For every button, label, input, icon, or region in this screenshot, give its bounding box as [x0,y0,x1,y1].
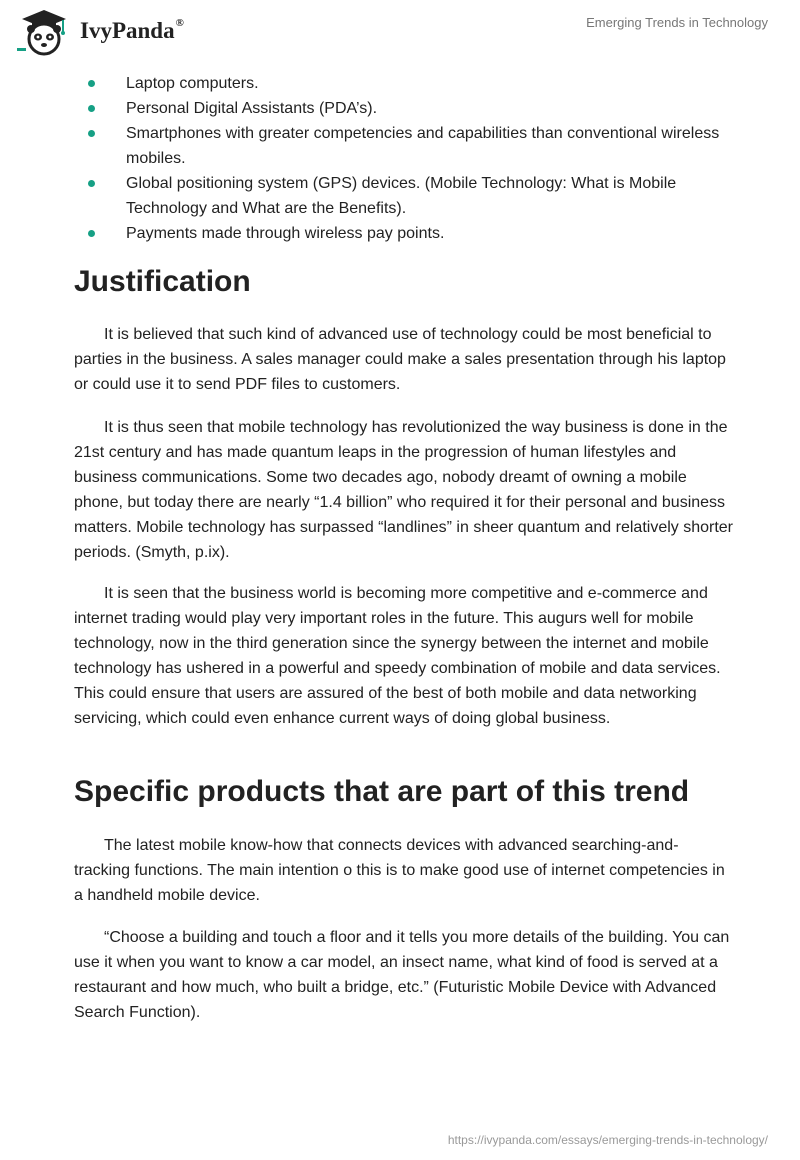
paragraph: It is thus seen that mobile technology has revolutionized the way business is done in the 21st century and has made quantum leaps in the progression of human lifestyles and business communications. Some two decades ago, nobody dreamt of owning a mobile phone, but today there are nearly “1.4 billion” who required it for their personal and business matters. Mobile technology has surpassed “landlines” in sheer quantum and relatively shorter periods. (Smyth, p.ix). [74,419,734,561]
bullet-dot-icon [88,130,95,137]
bullet-dot-icon [88,230,95,237]
section-heading-justification: Justification [74,265,251,298]
list-item: Global positioning system (GPS) devices. (Mobile Technology: What is Mobile Technology and What are the Benefits). [74,171,734,221]
list-item: Payments made through wireless pay points. [74,221,734,246]
paragraph: It is believed that such kind of advanced use of technology could be most beneficial to parties in the business. A sales manager could make a sales presentation through his laptop or could use it to send PDF files to customers. [74,326,726,393]
bullet-list [74,71,734,246]
bullet-dot-icon [88,105,95,112]
registered-mark: ® [175,17,184,30]
list-item: Personal Digital Assistants (PDA’s). [74,96,734,121]
paragraph: “Choose a building and touch a floor and it tells you more details of the building. You can use it when you want to know a car model, an insect name, what kind of food is served at a restaurant and how much, who built a bridge, etc.” (Futuristic Mobile Device with Advanced Search Function). [74,929,730,1021]
footer-url-link[interactable]: https://ivypanda.com/essays/emerging-trends-in-technology/ [447,1133,768,1147]
panda-graduate-logo-icon[interactable] [14,8,74,56]
list-item: Smartphones with greater competencies and capabilities than conventional wireless mobiles. [74,121,734,171]
paragraph: The latest mobile know-how that connects devices with advanced searching-and-tracking functions. The main intention o this is to make good use of internet competencies in a handheld mobile device. [74,837,725,904]
document-title: Emerging Trends in Technology [586,15,768,30]
bullet-dot-icon [88,80,95,87]
section-heading-specific-products: Specific products that are part of this trend [74,775,690,808]
brand-name[interactable]: IvyPanda® [80,17,184,43]
page-header [0,0,800,60]
paragraph: It is seen that the business world is becoming more competitive and e-commerce and internet trading would play very important roles in the future. This augurs well for mobile technology, now in the third generation since the synergy between the internet and mobile technology has ushered in a powerful and speedy combination of mobile and data services. This could ensure that users are assured of the best of both mobile and data networking servicing, which could even enhance current ways of doing global business. [74,585,721,727]
bullet-dot-icon [88,180,95,187]
list-item: Laptop computers. [74,71,734,96]
